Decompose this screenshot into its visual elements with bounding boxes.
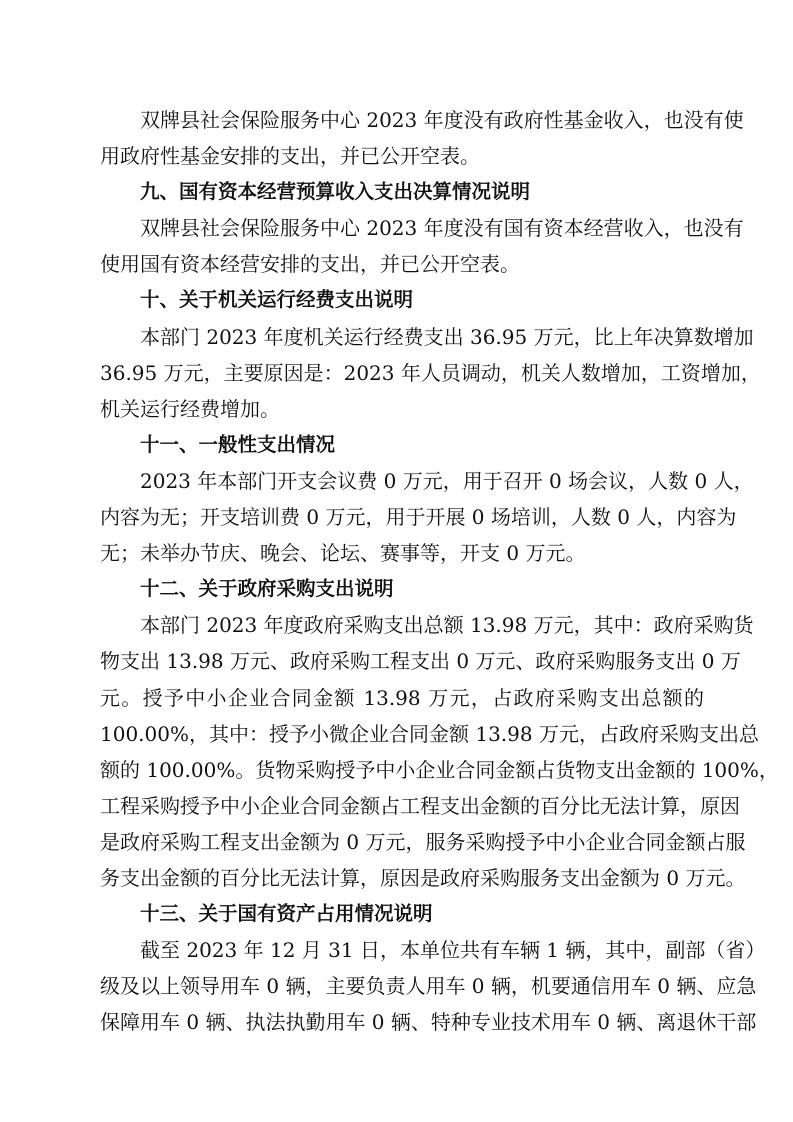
paragraph-line: 无；未举办节庆、晚会、论坛、赛事等，开支 0 万元。 [100,541,586,566]
section-heading: 十、关于机关运行经费支出说明 [140,288,414,312]
paragraph-line: 内容为无；开支培训费 0 万元，用于开展 0 场培训，人数 0 人，内容为 [100,505,737,530]
paragraph [100,463,754,571]
paragraph [100,102,744,174]
paragraph-line: 本部门 2023 年度机关运行经费支出 36.95 万元，比上年决算数增加 [140,324,754,349]
paragraph-line: 机关运行经费增加。 [100,396,280,421]
paragraph [100,607,779,896]
paragraph [100,210,744,282]
document-body [100,102,779,1040]
paragraph-line: 额的 100.00%。货物采购授予中小企业合同金额占货物支出金额的 100%， [100,757,779,782]
paragraph-line: 务支出金额的百分比无法计算，原因是政府采购服务支出金额为 0 万元。 [100,865,746,890]
paragraph-line: 双牌县社会保险服务中心 2023 年度没有国有资本经营收入，也没有 [140,216,744,241]
paragraph-line: 元。授予中小企业合同金额 13.98 万元，占政府采购支出总额的 [100,685,704,710]
paragraph-line: 截至 2023 年 12 月 31 日，本单位共有车辆 1 辆，其中，副部（省） [140,938,766,963]
section-heading: 九、国有资本经营预算收入支出决算情况说明 [140,180,531,204]
paragraph-line: 级及以上领导用车 0 辆，主要负责人用车 0 辆，机要通信用车 0 辆、应急 [100,974,757,999]
paragraph-line: 双牌县社会保险服务中心 2023 年度没有政府性基金收入，也没有使 [140,108,744,132]
paragraph-line: 是政府采购工程支出金额为 0 万元，服务采购授予中小企业合同金额占服 [100,829,746,854]
paragraph-line: 使用国有资本经营安排的支出，并已公开空表。 [100,252,520,277]
paragraph-line: 本部门 2023 年度政府采购支出总额 13.98 万元，其中：政府采购货 [140,613,754,638]
paragraph-line: 保障用车 0 辆、执法执勤用车 0 辆、特种专业技术用车 0 辆、离退休干部 [100,1010,757,1035]
paragraph [100,932,766,1040]
paragraph-line: 工程采购授予中小企业合同金额占工程支出金额的百分比无法计算，原因 [100,793,740,818]
paragraph-line: 物支出 13.98 万元、政府采购工程支出 0 万元、政府采购服务支出 0 万 [100,649,741,674]
paragraph-line: 2023 年本部门开支会议费 0 万元，用于召开 0 场会议，人数 0 人， [140,468,754,493]
section-heading: 十二、关于政府采购支出说明 [140,577,394,601]
paragraph-line: 用政府性基金安排的支出，并已公开空表。 [100,144,480,169]
section-heading: 十一、一般性支出情况 [140,432,336,456]
section-heading: 十三、关于国有资产占用情况说明 [140,902,433,926]
paragraph-line: 36.95 万元，主要原因是：2023 年人员调动，机关人数增加，工资增加， [100,360,761,385]
paragraph-line: 100.00%，其中：授予小微企业合同金额 13.98 万元，占政府采购支出总 [100,721,759,746]
paragraph [100,319,761,427]
